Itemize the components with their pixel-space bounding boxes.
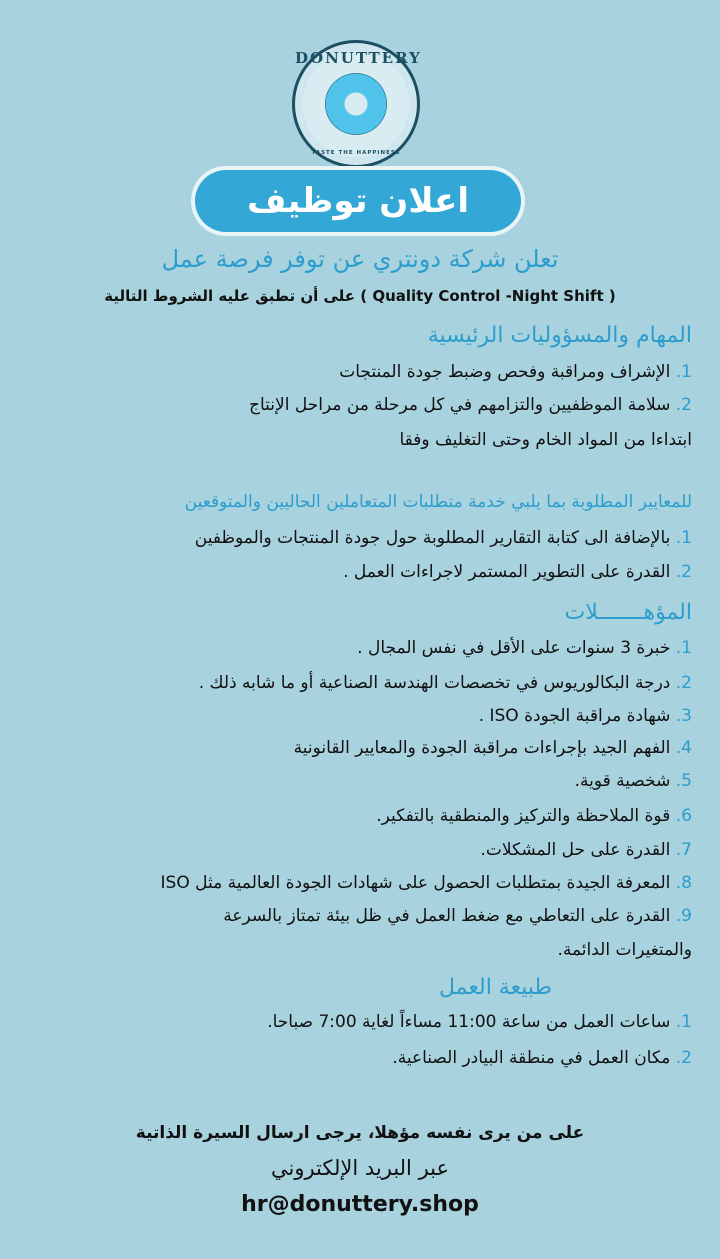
intro-conditions: ( Quality Control -Night Shift ) على أن تطبق عليه الشروط التالية xyxy=(104,287,616,305)
logo-tagline: TASTE THE HAPPINESS xyxy=(311,150,401,156)
item-number: 2. xyxy=(675,673,692,693)
item-number: 5. xyxy=(675,771,692,791)
item-number: 1. xyxy=(675,638,692,658)
logo-brand: DONUTTERY xyxy=(295,49,422,67)
item-text: سلامة الموظفيين والتزامهم في كل مرحلة من مراحل الإنتاج xyxy=(249,395,671,415)
list-item xyxy=(376,806,692,826)
item-text: القدرة على التعاطي مع ضغط العمل في ظل بيئة تمتاز بالسرعة xyxy=(223,906,671,926)
list-item xyxy=(294,738,692,758)
standards-heading: للمعايير المطلوبة بما يلبي خدمة متطلبات المتعاملين الحاليين والمتوقعين xyxy=(184,492,692,512)
list-item xyxy=(575,771,692,791)
list-item xyxy=(480,840,692,860)
item-text: درجة البكالوريوس في تخصصات الهندسة الصناعية أو ما شابه ذلك . xyxy=(198,673,671,693)
list-item xyxy=(195,528,692,548)
item-text: المعرفة الجيدة بمتطلبات الحصول على شهادات الجودة العالمية مثل ISO xyxy=(160,873,671,893)
item-number: 2. xyxy=(675,1048,692,1068)
item-text: بالإضافة الى كتابة التقارير المطلوبة حول جودة المنتجات والموظفين xyxy=(194,528,671,548)
item-number: 6. xyxy=(675,806,692,826)
list-item xyxy=(343,562,692,582)
item-text: القدرة على التطوير المستمر لاجراءات العمل . xyxy=(343,562,671,582)
apply-instruction: على من يرى نفسه مؤهلا، يرجى ارسال السيرة الذاتية xyxy=(135,1123,585,1143)
work-nature-heading: طبيعة العمل xyxy=(439,975,552,1000)
list-item xyxy=(249,395,692,415)
item-text: الإشراف ومراقبة وفحص وضبط جودة المنتجات xyxy=(339,362,671,382)
list-item xyxy=(339,362,692,382)
item-number: 4. xyxy=(675,738,692,758)
list-item xyxy=(392,1048,692,1068)
item-text: القدرة على حل المشكلات. xyxy=(480,840,671,860)
item-number: 3. xyxy=(675,706,692,726)
intro-line: تعلن شركة دونتري عن توفر فرصة عمل xyxy=(161,245,559,273)
item-number: 2. xyxy=(675,562,692,582)
item-text: ساعات العمل من ساعة 11:00 مساءاً لغاية 7:00 صباحا. xyxy=(267,1012,671,1032)
item-number: 2. xyxy=(675,395,692,415)
item-text: مكان العمل في منطقة البيادر الصناعية. xyxy=(392,1048,671,1068)
qualifications-heading: المؤهـــــــلات xyxy=(564,600,692,625)
list-item xyxy=(199,673,692,693)
donuttery-logo xyxy=(292,40,420,168)
item-text: شخصية قوية. xyxy=(574,771,671,791)
responsibilities-heading: المهام والمسؤوليات الرئيسية xyxy=(427,323,692,348)
item-number: 1. xyxy=(675,528,692,548)
item-text: شهادة مراقبة الجودة ISO . xyxy=(478,706,671,726)
email-label: عبر البريد الإلكتروني xyxy=(270,1156,450,1180)
item-text: الفهم الجيد بإجراءات مراقبة الجودة والمعايير القانونية xyxy=(293,738,671,758)
list-item xyxy=(223,906,692,926)
continuation-text: والمتغيرات الدائمة. xyxy=(557,940,692,960)
list-item xyxy=(357,638,692,658)
donut-icon xyxy=(325,73,387,135)
list-item xyxy=(161,873,692,893)
item-number: 7. xyxy=(675,840,692,860)
list-item xyxy=(479,706,692,726)
item-number: 8. xyxy=(675,873,692,893)
item-number: 1. xyxy=(675,362,692,382)
item-text: قوة الملاحظة والتركيز والمنطقية بالتفكير. xyxy=(376,806,671,826)
title-badge: اعلان توظيف xyxy=(195,170,521,232)
item-text: خبرة 3 سنوات على الأقل في نفس المجال . xyxy=(357,638,671,658)
continuation-text: ابتداءا من المواد الخام وحتى التغليف وفقا xyxy=(399,430,692,450)
item-number: 9. xyxy=(675,906,692,926)
list-item xyxy=(267,1012,692,1032)
email-link[interactable]: hr@donuttery.shop xyxy=(241,1192,479,1217)
item-number: 1. xyxy=(675,1012,692,1032)
